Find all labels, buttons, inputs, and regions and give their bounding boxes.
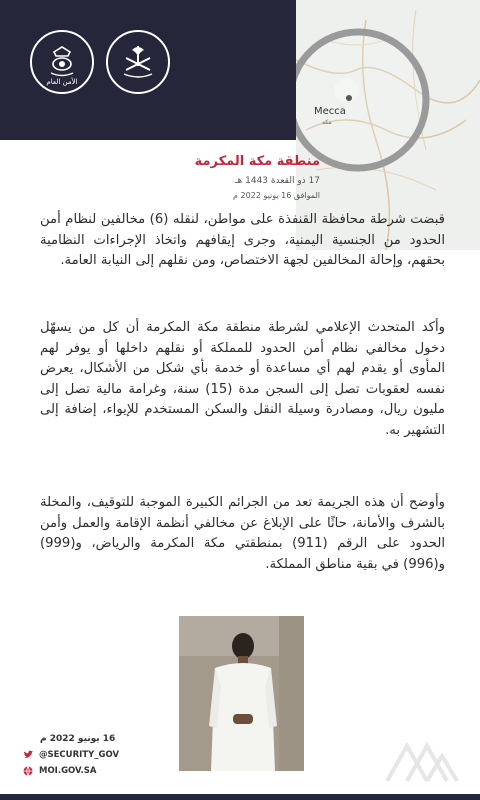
article-paragraph-3: وأوضح أن هذه الجريمة تعد من الجرائم الكبيرة الموجبة للتوقيف، والمخلة بالشرف والأمانة، حاثًا على الإبلاغ عن مخالفي أنظمة الإقامة والعمل وأمن الحدود على الرقم (911) بمنطقتي مكة المكرمة والرياض، و(999) و(996) في بقية مناطق المملكة.: [40, 495, 446, 572]
watermark-pattern: [382, 736, 462, 790]
footer-website-label: MOI.GOV.SA: [39, 766, 97, 776]
twitter-icon: [23, 750, 33, 760]
suspect-photo: [179, 616, 304, 771]
region-title: منطقة مكة المكرمة: [194, 154, 320, 169]
map-city-label: Mecca: [314, 106, 346, 117]
police-logo-text: الأمن العام: [46, 78, 78, 86]
map-city-sublabel: مكة: [322, 119, 332, 126]
date-hijri: 17 ذو القعدة 1443 هـ: [234, 176, 320, 186]
article-paragraph-1: قبضت شرطة محافظة القنفذة على مواطن، لنقله (6) مخالفين لنظام أمن الحدود من الجنسية اليمنية، وجرى إيقافهم واتخاذ الإجراءات النظامية بحقهم، وإحالة المخالفين لجهة الاختصاص، ومن نقلهم إلى النيابة العامة.: [40, 212, 445, 268]
footer-twitter-label: @SECURITY_GOV: [39, 750, 120, 760]
article-paragraph-2: وأكد المتحدث الإعلامي لشرطة منطقة مكة المكرمة أن كل من يسهّل دخول مخالفي نظام أمن الحدود للمملكة أو نقلهم داخلها أو يوفر لهم المأوى أو يقدم لهم أي مساعدة أو خدمة بأي شكل من الأشكال، يعرض نفسه لعقوبات تصل إلى السجن مدة (15) سنة، وغرامة مالية تصل إلى مليون ريال، ومصادرة وسيلة النقل والسكن المستخدم للإيواء، إضافة إلى التشهير به.: [40, 320, 446, 438]
bottom-band: [0, 794, 480, 800]
public-security-logo: [30, 30, 94, 94]
saudi-emblem-icon: [116, 40, 160, 84]
date-gregorian: الموافق 16 يونيو 2022 م: [233, 191, 320, 200]
footer-date: 16 يونيو 2022 م: [40, 734, 116, 744]
police-emblem-icon: [42, 42, 82, 82]
footer-website-row[interactable]: [23, 764, 96, 778]
ministry-logo: [106, 30, 170, 94]
globe-icon: [23, 766, 33, 776]
footer-twitter-row[interactable]: [23, 748, 119, 762]
suspect-figure: [179, 616, 304, 771]
